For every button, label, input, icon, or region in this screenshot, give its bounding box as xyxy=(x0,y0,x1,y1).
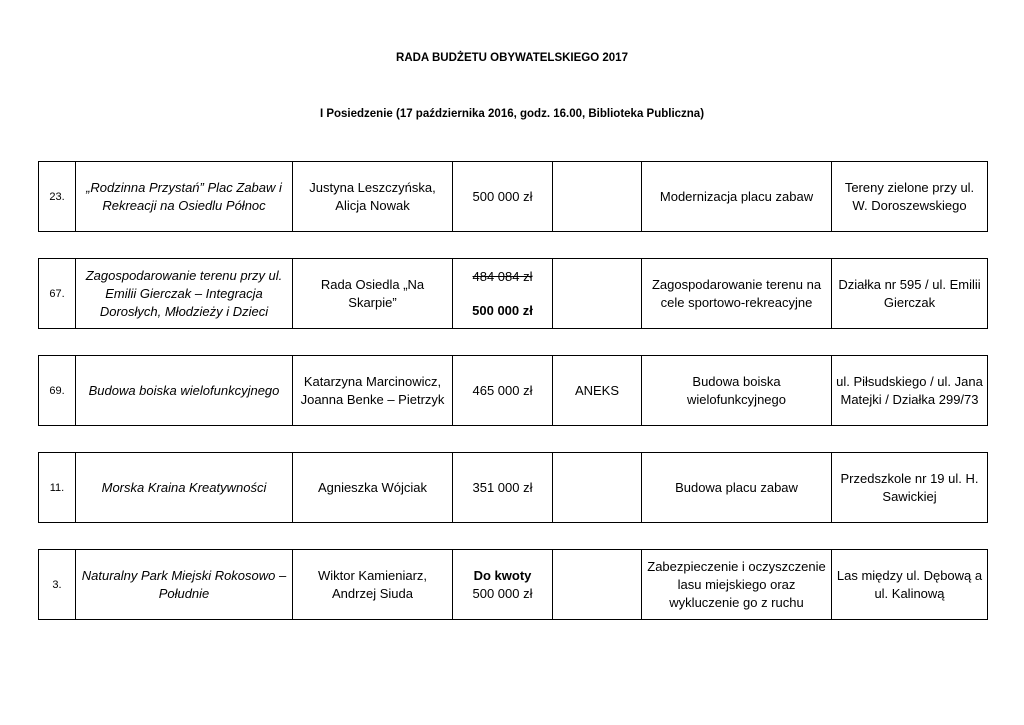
document-title: RADA BUDŻETU OBYWATELSKIEGO 2017 xyxy=(396,52,628,64)
project-amount: 465 000 zł xyxy=(453,356,553,426)
project-scope: Zabezpieczenie i oczyszczenie lasu miejskiego oraz wykluczenie go z ruchu xyxy=(642,550,832,620)
project-amount: 351 000 zł xyxy=(453,453,553,523)
meeting-subtitle: I Posiedzenie (17 października 2016, godz. 16.00, Biblioteka Publiczna) xyxy=(319,108,705,120)
project-amount xyxy=(453,259,553,329)
table-row xyxy=(39,453,988,523)
project-amount-value: 500 000 zł xyxy=(472,585,533,601)
project-note xyxy=(553,259,642,329)
project-scope: Modernizacja placu zabaw xyxy=(642,162,832,232)
project-amount: 500 000 zł xyxy=(453,162,553,232)
project-table-23 xyxy=(38,161,988,232)
project-amount-prefix: Do kwoty xyxy=(473,567,532,583)
project-number: 67. xyxy=(39,259,76,329)
project-table-67 xyxy=(38,258,988,329)
table-row xyxy=(39,356,988,426)
project-name: Naturalny Park Miejski Rokosowo – Południe xyxy=(76,550,293,620)
project-applicant: Katarzyna Marcinowicz, Joanna Benke – Pietrzyk xyxy=(293,356,453,426)
project-table-69 xyxy=(38,355,988,426)
project-applicant: Rada Osiedla „Na Skarpie” xyxy=(293,259,453,329)
project-amount-new: 500 000 zł xyxy=(472,302,533,318)
project-location: ul. Piłsudskiego / ul. Jana Matejki / Działka 299/73 xyxy=(832,356,988,426)
table-row xyxy=(39,259,988,329)
project-applicant: Agnieszka Wójciak xyxy=(293,453,453,523)
project-name: „Rodzinna Przystań” Plac Zabaw i Rekreacji na Osiedlu Północ xyxy=(76,162,293,232)
project-scope: Budowa placu zabaw xyxy=(642,453,832,523)
project-scope: Zagospodarowanie terenu na cele sportowo-rekreacyjne xyxy=(642,259,832,329)
project-note xyxy=(553,550,642,620)
project-number: 11. xyxy=(39,453,76,523)
project-name: Morska Kraina Kreatywności xyxy=(76,453,293,523)
project-name: Budowa boiska wielofunkcyjnego xyxy=(76,356,293,426)
project-note xyxy=(553,162,642,232)
project-location: Tereny zielone przy ul. W. Doroszewskiego xyxy=(832,162,988,232)
project-name: Zagospodarowanie terenu przy ul. Emilii Gierczak – Integracja Dorosłych, Młodzieży i Dzieci xyxy=(76,259,293,329)
project-table-3 xyxy=(38,549,988,620)
project-applicant: Wiktor Kamieniarz, Andrzej Siuda xyxy=(293,550,453,620)
project-number: 69. xyxy=(39,356,76,426)
project-number: 3. xyxy=(39,550,76,620)
project-note xyxy=(553,453,642,523)
project-location: Działka nr 595 / ul. Emilii Gierczak xyxy=(832,259,988,329)
project-note: ANEKS xyxy=(553,356,642,426)
project-location: Przedszkole nr 19 ul. H. Sawickiej xyxy=(832,453,988,523)
project-location: Las między ul. Dębową a ul. Kalinową xyxy=(832,550,988,620)
project-table-11 xyxy=(38,452,988,523)
project-amount xyxy=(453,550,553,620)
table-row xyxy=(39,162,988,232)
project-amount-old: 484 084 zł xyxy=(472,268,533,284)
project-scope: Budowa boiska wielofunkcyjnego xyxy=(642,356,832,426)
project-applicant: Justyna Leszczyńska, Alicja Nowak xyxy=(293,162,453,232)
table-row xyxy=(39,550,988,620)
project-number: 23. xyxy=(39,162,76,232)
